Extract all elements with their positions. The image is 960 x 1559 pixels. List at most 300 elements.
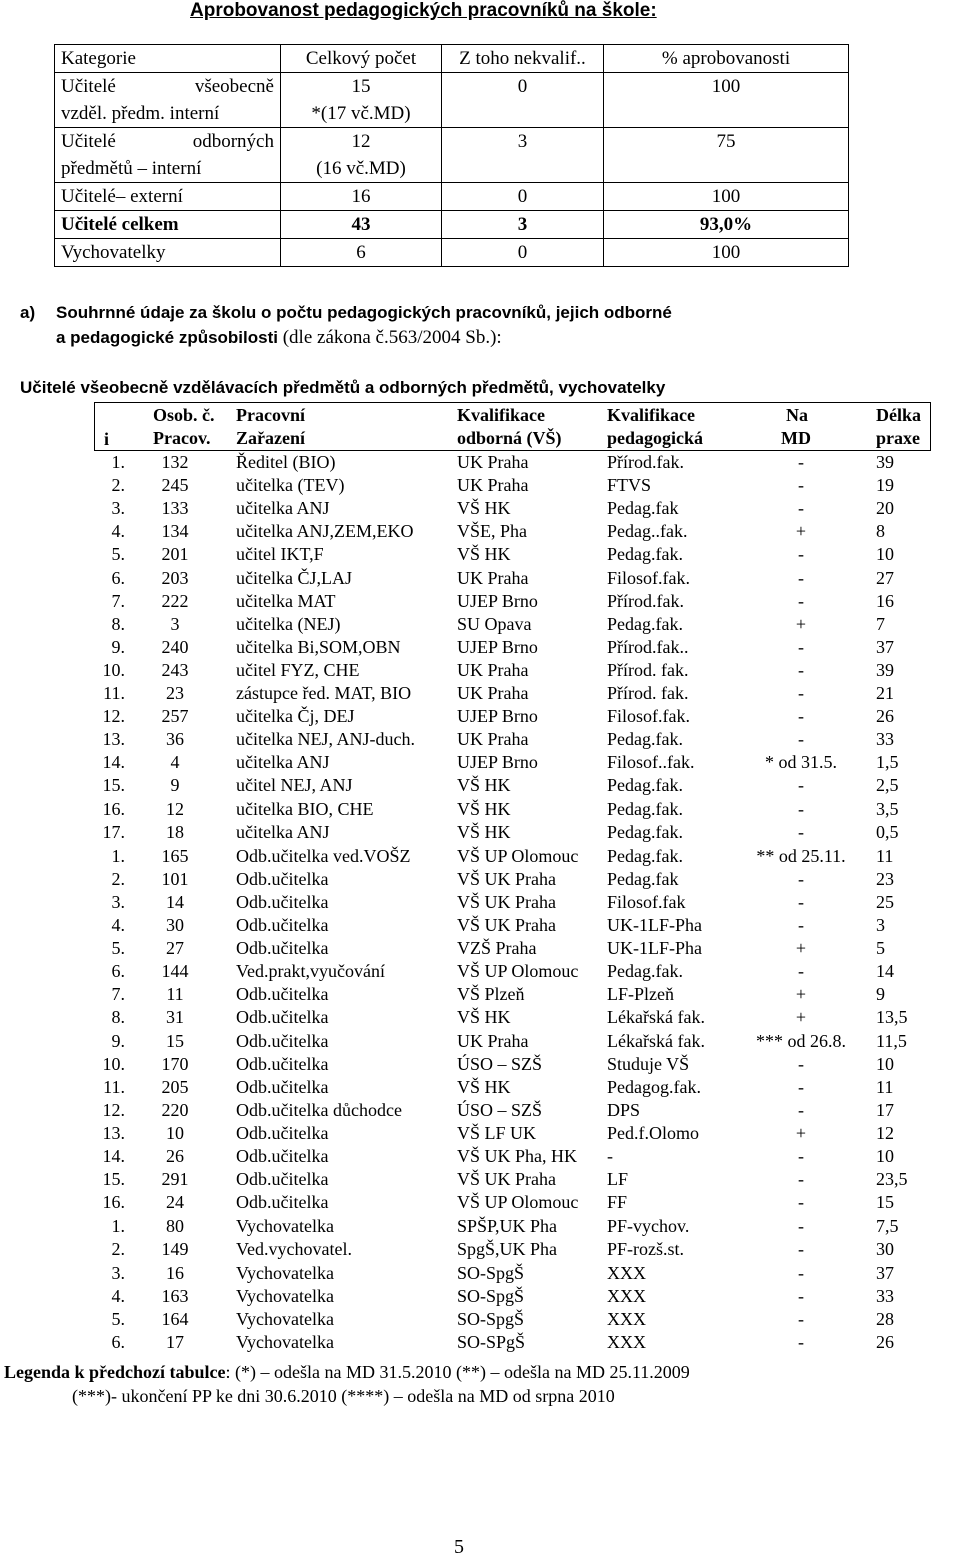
header-qualification: Kvalifikace — [457, 405, 545, 425]
qualification: SU Opava — [457, 613, 532, 634]
maternity-leave: - — [798, 868, 804, 889]
qualification: VŠ Plzeň — [457, 984, 525, 1005]
pedagogical-qualification: UK-1LF-Pha — [607, 938, 702, 959]
maternity-leave: - — [798, 1192, 804, 1213]
experience: 39 — [876, 452, 894, 472]
experience: 15 — [876, 1192, 894, 1213]
summary-header-total: Celkový počet — [281, 45, 442, 73]
position: učitelka ANJ — [236, 752, 330, 773]
position: učitelka ANJ — [236, 821, 330, 842]
row-number: 17. — [102, 821, 125, 842]
position: Odb.učitelka — [236, 1122, 329, 1143]
summary-percent: 100 — [604, 239, 849, 267]
table-row — [0, 868, 960, 891]
experience: 11 — [876, 845, 894, 866]
section-a-letter: a) — [20, 303, 36, 322]
qualification: VŠ UP Olomouc — [457, 845, 579, 866]
qualification: VŠ HK — [457, 798, 511, 819]
summary-category: Vychovatelky — [55, 239, 281, 267]
personal-number: 257 — [161, 706, 189, 727]
qualification: UK Praha — [457, 659, 529, 680]
summary-category: Učitelé odborných předmětů – interní — [55, 128, 281, 183]
table-row — [0, 1285, 960, 1308]
row-number: 8. — [111, 613, 125, 634]
summary-percent: 93,0% — [604, 211, 849, 239]
maternity-leave: - — [798, 683, 804, 703]
position: Odb.učitelka — [236, 868, 329, 889]
qualification: VŠ UK Pha, HK — [457, 1146, 578, 1166]
experience: 11 — [876, 1076, 894, 1097]
summary-percent: 75 — [604, 128, 849, 183]
pedagogical-qualification: Ped.f.Olomo — [607, 1122, 699, 1143]
table-row — [0, 891, 960, 914]
row-number: 1. — [111, 1216, 125, 1237]
position: učitelka ANJ,ZEM,EKO — [236, 521, 414, 542]
personal-number: 15 — [166, 1030, 184, 1051]
personal-number: 132 — [161, 452, 189, 472]
pedagogical-qualification: - — [607, 1146, 613, 1166]
qualification: ÚSO – SZŠ — [457, 1053, 543, 1074]
maternity-leave: - — [798, 475, 804, 496]
table-row — [0, 474, 960, 497]
personal-number: 243 — [161, 659, 189, 680]
row-number: 2. — [111, 475, 125, 496]
pedagogical-qualification: Lékařská fak. — [607, 1007, 705, 1028]
position: Odb.učitelka — [236, 891, 329, 912]
table-row — [0, 1308, 960, 1331]
personal-number: 165 — [161, 845, 189, 866]
experience: 20 — [876, 498, 894, 519]
maternity-leave: - — [798, 590, 804, 611]
qualification: VŠE, Pha — [457, 521, 528, 542]
position: Odb.učitelka — [236, 1076, 329, 1097]
position: učitel NEJ, ANJ — [236, 775, 353, 796]
summary-header-unqualified: Z toho nekvalif.. — [442, 45, 604, 73]
maternity-leave: - — [798, 452, 804, 472]
pedagogical-qualification: Pedag.fak. — [607, 544, 683, 565]
table-row — [0, 1262, 960, 1285]
row-number: 16. — [102, 1192, 125, 1213]
qualification: UJEP Brno — [457, 706, 538, 727]
header-pedagogical: Kvalifikace — [607, 405, 695, 425]
position: Ved.prakt,vyučování — [236, 961, 385, 982]
pedagogical-qualification: Filosof..fak. — [607, 752, 695, 773]
pedagogical-qualification: PF-rozš.st. — [607, 1239, 685, 1260]
pedagogical-qualification: Pedag.fak. — [607, 798, 683, 819]
personal-number: 24 — [166, 1192, 184, 1213]
qualification: VŠ HK — [457, 1076, 511, 1097]
personal-number: 170 — [161, 1053, 189, 1074]
pedagogical-qualification: Pedag..fak. — [607, 521, 688, 542]
table-row — [0, 1099, 960, 1122]
row-number: 4. — [111, 1285, 125, 1306]
experience: 3,5 — [876, 798, 899, 819]
personal-number: 23 — [166, 683, 184, 703]
experience: 9 — [876, 984, 885, 1005]
position: Odb.učitelka — [236, 1030, 329, 1051]
table-row — [0, 659, 960, 682]
table-row — [0, 543, 960, 566]
row-number: 10. — [102, 1053, 125, 1074]
pedagogical-qualification: PF-vychov. — [607, 1216, 690, 1237]
maternity-leave: - — [798, 1216, 804, 1237]
personal-number: 220 — [161, 1099, 189, 1120]
table-row — [0, 1191, 960, 1214]
personal-number: 17 — [166, 1331, 184, 1352]
row-number: 1. — [111, 452, 125, 472]
maternity-leave: - — [798, 1308, 804, 1329]
qualification: SO-SpgŠ — [457, 1262, 525, 1283]
personal-number: 133 — [161, 498, 189, 519]
personal-number: 164 — [161, 1308, 189, 1329]
personal-number: 163 — [161, 1285, 189, 1306]
staff-table-heading: Učitelé všeobecně vzdělávacích předmětů a odborných předmětů, vychovatelky — [20, 378, 666, 397]
page-title: Aprobovanost pedagogických pracovníků na škole: — [190, 0, 657, 21]
pedagogical-qualification: Pedag.fak — [607, 498, 679, 519]
row-number: 2. — [111, 868, 125, 889]
row-number: 6. — [111, 1331, 125, 1352]
law-reference: (dle zákona č.563/2004 Sb.): — [282, 327, 502, 348]
qualification: UK Praha — [457, 475, 529, 496]
pedagogical-qualification: Studuje VŠ — [607, 1053, 690, 1074]
position: učitelka Bi,SOM,OBN — [236, 636, 401, 657]
maternity-leave: - — [798, 498, 804, 519]
maternity-leave: - — [798, 567, 804, 588]
experience: 26 — [876, 1331, 894, 1352]
experience: 3 — [876, 915, 885, 935]
row-number: 5. — [111, 938, 125, 959]
qualification: UK Praha — [457, 683, 529, 703]
qualification: UK Praha — [457, 729, 529, 750]
personal-number: 240 — [161, 636, 189, 657]
header-pedagogical-2: pedagogická — [607, 428, 704, 448]
personal-number: 30 — [166, 915, 184, 935]
personal-number: 245 — [161, 475, 189, 496]
personal-number: 144 — [161, 961, 189, 982]
table-row — [0, 983, 960, 1006]
row-number: 5. — [111, 1308, 125, 1329]
experience: 0,5 — [876, 821, 899, 842]
experience: 10 — [876, 544, 894, 565]
qualification: UK Praha — [457, 452, 529, 472]
qualification: VŠ UP Olomouc — [457, 961, 579, 982]
position: učitelka (TEV) — [236, 475, 345, 496]
pedagogical-qualification: Přírod. fak. — [607, 683, 689, 703]
row-number: 4. — [111, 521, 125, 542]
experience: 2,5 — [876, 775, 899, 796]
qualification: VŠ HK — [457, 775, 511, 796]
pedagogical-qualification: XXX — [607, 1262, 646, 1283]
table-row — [0, 520, 960, 543]
summary-percent: 100 — [604, 73, 849, 128]
position: Vychovatelka — [236, 1285, 334, 1306]
pedagogical-qualification: FTVS — [607, 475, 652, 496]
maternity-leave: - — [798, 1285, 804, 1306]
personal-number: 36 — [166, 729, 184, 750]
experience: 11,5 — [876, 1030, 907, 1051]
experience: 37 — [876, 1262, 894, 1283]
row-number: 5. — [111, 544, 125, 565]
table-row — [0, 1122, 960, 1145]
summary-unqualified: 3 — [442, 128, 604, 183]
position: učitel IKT,F — [236, 544, 324, 565]
experience: 16 — [876, 590, 894, 611]
experience: 25 — [876, 891, 894, 912]
experience: 12 — [876, 1122, 894, 1143]
position: učitelka ČJ,LAJ — [236, 567, 352, 588]
position: Ředitel (BIO) — [236, 452, 336, 472]
personal-number: 101 — [161, 868, 189, 889]
personal-number: 291 — [161, 1169, 189, 1190]
maternity-leave: + — [795, 1122, 807, 1143]
summary-unqualified: 3 — [442, 211, 604, 239]
maternity-leave: - — [798, 1053, 804, 1074]
qualification: VŠ UK Praha — [457, 891, 556, 912]
qualification: SO-SpgŠ — [457, 1308, 525, 1329]
pedagogical-qualification: Přírod.fak. — [607, 590, 684, 611]
maternity-leave: - — [798, 659, 804, 680]
personal-number: 205 — [161, 1076, 189, 1097]
summary-percent: 100 — [604, 183, 849, 211]
table-row — [0, 937, 960, 960]
pedagogical-qualification: XXX — [607, 1331, 646, 1352]
row-number: 3. — [111, 1262, 125, 1283]
summary-unqualified: 0 — [442, 73, 604, 128]
pedagogical-qualification: Přírod.fak.. — [607, 636, 689, 657]
pedagogical-qualification: Pedag.fak. — [607, 729, 683, 750]
table-row — [0, 960, 960, 983]
table-row — [0, 636, 960, 659]
personal-number: 201 — [161, 544, 189, 565]
maternity-leave: - — [798, 1099, 804, 1120]
pedagogical-qualification: Pedag.fak — [607, 868, 679, 889]
maternity-leave: - — [798, 729, 804, 750]
header-position-2: Zařazení — [236, 428, 305, 448]
row-number: 14. — [102, 752, 125, 773]
position: zástupce řed. MAT, BIO — [236, 683, 412, 703]
summary-total: 12 (16 vč.MD) — [281, 128, 442, 183]
table-row — [0, 845, 960, 868]
row-number: 14. — [102, 1146, 125, 1166]
position: Odb.učitelka — [236, 1169, 329, 1190]
summary-total: 6 — [281, 239, 442, 267]
experience: 21 — [876, 683, 894, 703]
experience: 19 — [876, 475, 894, 496]
pedagogical-qualification: Pedag.fak. — [607, 845, 683, 866]
table-row — [0, 798, 960, 821]
table-row — [0, 705, 960, 728]
experience: 33 — [876, 729, 894, 750]
table-row — [0, 751, 960, 774]
row-number: 9. — [111, 1030, 125, 1051]
header-number: i — [104, 429, 110, 449]
pedagogical-qualification: UK-1LF-Pha — [607, 915, 702, 935]
maternity-leave: - — [798, 798, 804, 819]
position: Odb.učitelka ved.VOŠZ — [236, 845, 411, 866]
header-qualification-2: odborná (VŠ) — [457, 428, 562, 448]
maternity-leave: - — [798, 821, 804, 842]
header-maternity: Na — [786, 405, 808, 425]
position: učitelka NEJ, ANJ-duch. — [236, 729, 415, 750]
personal-number: 27 — [166, 938, 184, 959]
personal-number: 31 — [166, 1007, 184, 1028]
summary-row — [55, 239, 849, 267]
position: učitelka ANJ — [236, 498, 330, 519]
table-row — [0, 1006, 960, 1029]
maternity-leave: - — [798, 544, 804, 565]
summary-total: 15 *(17 vč.MD) — [281, 73, 442, 128]
maternity-leave: + — [795, 938, 807, 959]
table-row — [0, 728, 960, 751]
row-number: 12. — [102, 706, 125, 727]
pedagogical-qualification: Pedag.fak. — [607, 775, 683, 796]
maternity-leave: - — [798, 636, 804, 657]
pedagogical-qualification: Filosof.fak. — [607, 706, 690, 727]
table-row — [0, 1168, 960, 1191]
maternity-leave: - — [798, 775, 804, 796]
header-position: Pracovní — [236, 405, 305, 425]
pedagogical-qualification: Pedag.fak. — [607, 821, 683, 842]
position: Odb.učitelka — [236, 984, 329, 1005]
experience: 39 — [876, 659, 894, 680]
maternity-leave: - — [798, 915, 804, 935]
maternity-leave: ** od 25.11. — [756, 845, 846, 866]
table-row — [0, 821, 960, 844]
qualification: SpgŠ,UK Pha — [457, 1239, 558, 1260]
summary-table — [54, 44, 849, 267]
qualification: UK Praha — [457, 567, 529, 588]
personal-number: 9 — [170, 775, 180, 796]
position: Vychovatelka — [236, 1308, 334, 1329]
header-experience-2: praxe — [876, 428, 920, 448]
qualification: VŠ HK — [457, 544, 511, 565]
maternity-leave: - — [798, 706, 804, 727]
maternity-leave: - — [798, 1239, 804, 1260]
qualification: SO-SpgŠ — [457, 1285, 525, 1306]
row-number: 16. — [102, 798, 125, 819]
pedagogical-qualification: Filosof.fak. — [607, 567, 690, 588]
maternity-leave: *** od 26.8. — [756, 1030, 846, 1051]
qualification: UK Praha — [457, 1030, 529, 1051]
row-number: 4. — [111, 915, 125, 935]
maternity-leave: - — [798, 891, 804, 912]
qualification: UJEP Brno — [457, 636, 538, 657]
header-personal-no-2: Pracov. — [153, 428, 211, 448]
position: Vychovatelka — [236, 1262, 334, 1283]
personal-number: 134 — [161, 521, 189, 542]
experience: 23 — [876, 868, 894, 889]
row-number: 11. — [103, 683, 125, 703]
pedagogical-qualification: Pedag.fak. — [607, 961, 683, 982]
position: Ved.vychovatel. — [236, 1239, 352, 1260]
row-number: 6. — [111, 567, 125, 588]
table-row — [0, 1076, 960, 1099]
maternity-leave: + — [795, 1007, 807, 1028]
table-row — [0, 1145, 960, 1168]
position: Odb.učitelka — [236, 938, 329, 959]
row-number: 9. — [111, 636, 125, 657]
summary-category: Učitelé– externí — [55, 183, 281, 211]
experience: 28 — [876, 1308, 894, 1329]
personal-number: 16 — [166, 1262, 184, 1283]
qualification: VŠ UK Praha — [457, 915, 556, 935]
position: učitelka MAT — [236, 590, 336, 611]
experience: 17 — [876, 1099, 894, 1120]
summary-row — [55, 183, 849, 211]
header-experience: Délka — [876, 405, 921, 425]
table-row — [0, 1030, 960, 1053]
personal-number: 26 — [166, 1146, 184, 1166]
position: Odb.učitelka důchodce — [236, 1099, 402, 1120]
row-number: 11. — [103, 1076, 125, 1097]
summary-total: 16 — [281, 183, 442, 211]
maternity-leave: + — [795, 521, 807, 542]
row-number: 1. — [111, 845, 125, 866]
summary-row-total — [55, 211, 849, 239]
maternity-leave: - — [798, 1146, 804, 1166]
position: Odb.učitelka — [236, 1192, 329, 1213]
qualification: VŠ HK — [457, 1007, 511, 1028]
table-row — [0, 1238, 960, 1261]
maternity-leave: + — [795, 613, 807, 634]
row-number: 12. — [102, 1099, 125, 1120]
experience: 13,5 — [876, 1007, 908, 1028]
personal-number: 10 — [166, 1122, 184, 1143]
summary-row — [55, 73, 849, 128]
maternity-leave: - — [798, 1262, 804, 1283]
qualification: VŠ UK Praha — [457, 1169, 556, 1190]
row-number: 10. — [102, 659, 125, 680]
personal-number: 14 — [166, 891, 184, 912]
personal-number: 12 — [166, 798, 184, 819]
table-row — [0, 451, 960, 474]
pedagogical-qualification: Lékařská fak. — [607, 1030, 705, 1051]
position: Odb.učitelka — [236, 1007, 329, 1028]
row-number: 7. — [111, 984, 125, 1005]
qualification: VŠ HK — [457, 821, 511, 842]
header-maternity-2: MD — [781, 428, 811, 448]
row-number: 13. — [102, 729, 125, 750]
pedagogical-qualification: Filosof.fak — [607, 891, 686, 912]
legend-line-1: Legenda k předchozí tabulce: (*) – odešla na MD 31.5.2010 (**) – odešla na MD 25.11.2009 — [4, 1362, 690, 1382]
table-row — [0, 567, 960, 590]
pedagogical-qualification: Pedag.fak. — [607, 613, 683, 634]
qualification: VŠ HK — [457, 498, 511, 519]
experience: 5 — [876, 938, 885, 959]
summary-row — [55, 128, 849, 183]
position: učitel FYZ, CHE — [236, 659, 360, 680]
pedagogical-qualification: FF — [607, 1192, 628, 1213]
table-row — [0, 1215, 960, 1238]
row-number: 8. — [111, 1007, 125, 1028]
experience: 1,5 — [876, 752, 899, 773]
experience: 7 — [876, 613, 885, 634]
qualification: VŠ UP Olomouc — [457, 1192, 579, 1213]
qualification: VZŠ Praha — [457, 938, 537, 959]
row-number: 13. — [102, 1122, 125, 1143]
pedagogical-qualification: Přírod.fak. — [607, 452, 684, 472]
personal-number: 18 — [166, 821, 184, 842]
personal-number: 222 — [161, 590, 189, 611]
table-row — [0, 497, 960, 520]
personal-number: 149 — [161, 1239, 189, 1260]
experience: 27 — [876, 567, 894, 588]
maternity-leave: - — [798, 1331, 804, 1352]
qualification: UJEP Brno — [457, 752, 538, 773]
row-number: 15. — [102, 775, 125, 796]
summary-total: 43 — [281, 211, 442, 239]
pedagogical-qualification: XXX — [607, 1285, 646, 1306]
